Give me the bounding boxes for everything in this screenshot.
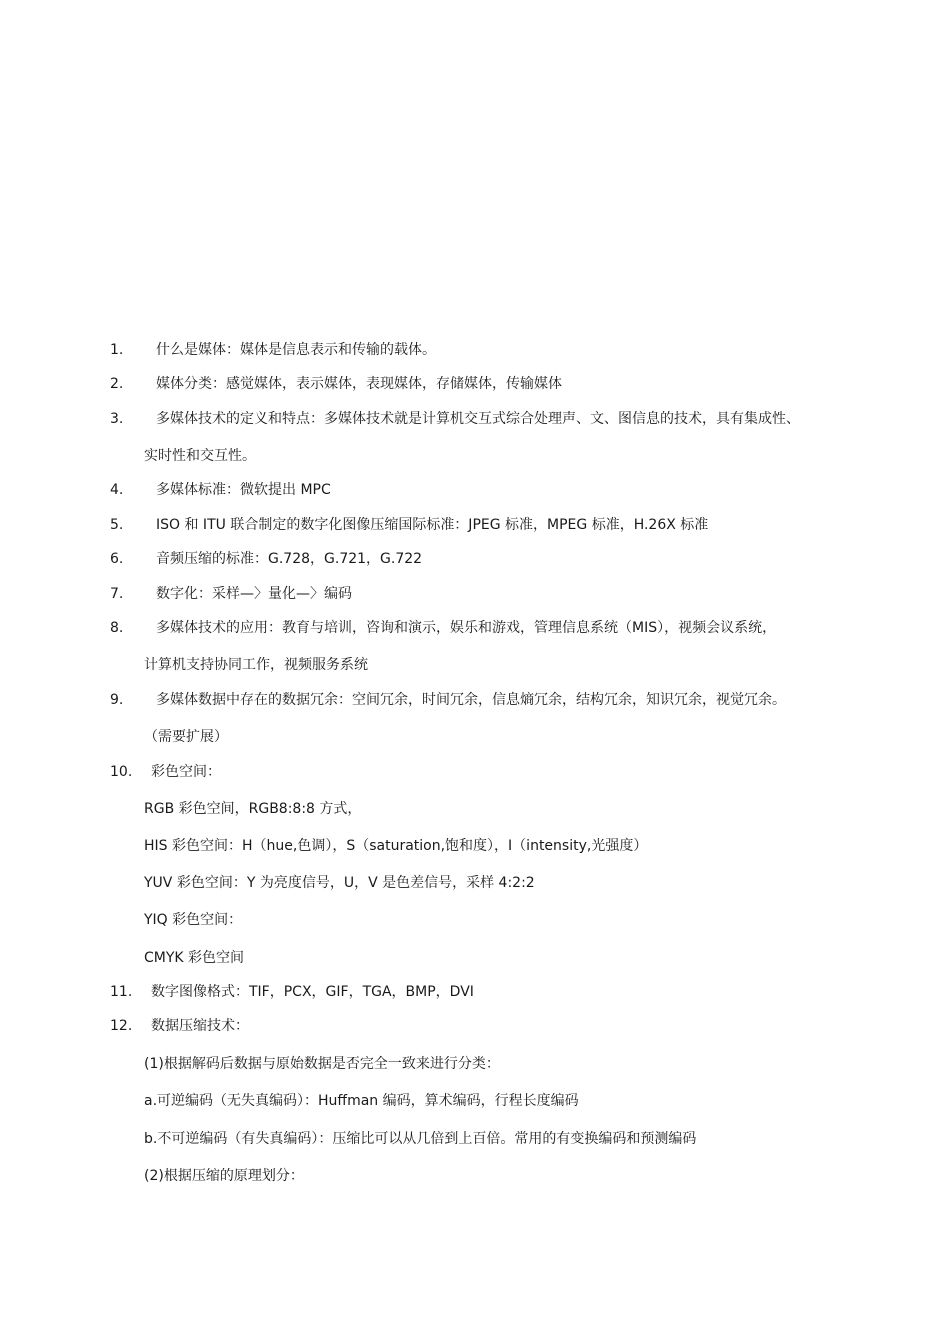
item-number: 1. (110, 342, 124, 358)
item-number: 12. (110, 1018, 133, 1034)
item-text: CMYK 彩色空间 (144, 950, 245, 966)
item-text: YUV 彩色空间：Y 为亮度信号，U，V 是色差信号，采样 4:2:2 (144, 875, 535, 891)
item-number: 10. (110, 764, 133, 780)
item-number: 3. (110, 411, 124, 427)
item-text: 什么是媒体：媒体是信息表示和传输的载体。 (156, 342, 436, 358)
item-text: YIQ 彩色空间： (144, 912, 243, 928)
item-text: 音频压缩的标准：G.728，G.721，G.722 (156, 551, 423, 567)
item-text: 多媒体标准：微软提出 MPC (156, 482, 331, 498)
item-number: 11. (110, 984, 133, 1000)
item-text: 多媒体技术的应用：教育与培训，咨询和演示，娱乐和游戏，管理信息系统（MIS），视频会议系统， (156, 620, 777, 636)
item-text: a.可逆编码（无失真编码）：Huffman 编码，算术编码，行程长度编码 (144, 1093, 579, 1109)
item-text: b.不可逆编码（有失真编码）：压缩比可以从几倍到上百倍。常用的有变换编码和预测编码 (144, 1131, 697, 1147)
item-text: （需要扩展） (144, 729, 228, 745)
item-text: 数字化：采样—〉量化—〉编码 (156, 586, 352, 602)
item-number: 4. (110, 482, 124, 498)
item-text: 多媒体技术的定义和特点：多媒体技术就是计算机交互式综合处理声、文、图信息的技术，具有集成性、 (156, 411, 800, 427)
item-text: ISO 和 ITU 联合制定的数字化图像压缩国际标准：JPEG 标准，MPEG 标准，H.26X 标准 (156, 517, 709, 533)
item-text: HIS 彩色空间：H（hue,色调），S（saturation,饱和度），I（intensity,光强度） (144, 838, 648, 854)
item-number: 9. (110, 692, 124, 708)
item-text: 数字图像格式：TIF，PCX，GIF，TGA，BMP，DVI (151, 984, 474, 1000)
item-text: 实时性和交互性。 (144, 448, 256, 464)
item-text: (1)根据解码后数据与原始数据是否完全一致来进行分类： (144, 1056, 500, 1072)
item-number: 7. (110, 586, 124, 602)
item-number: 8. (110, 620, 124, 636)
item-text: RGB 彩色空间，RGB8:8:8 方式， (144, 801, 362, 817)
item-text: 媒体分类：感觉媒体，表示媒体，表现媒体，存储媒体，传输媒体 (156, 376, 562, 392)
item-text: 多媒体数据中存在的数据冗余：空间冗余，时间冗余，信息熵冗余，结构冗余，知识冗余，视觉冗余。 (156, 692, 786, 708)
item-number: 2. (110, 376, 124, 392)
item-number: 6. (110, 551, 124, 567)
item-text: (2)根据压缩的原理划分： (144, 1168, 304, 1184)
item-number: 5. (110, 517, 124, 533)
item-text: 数据压缩技术： (151, 1018, 249, 1034)
item-text: 彩色空间： (151, 764, 221, 780)
item-text: 计算机支持协同工作，视频服务系统 (144, 657, 368, 673)
